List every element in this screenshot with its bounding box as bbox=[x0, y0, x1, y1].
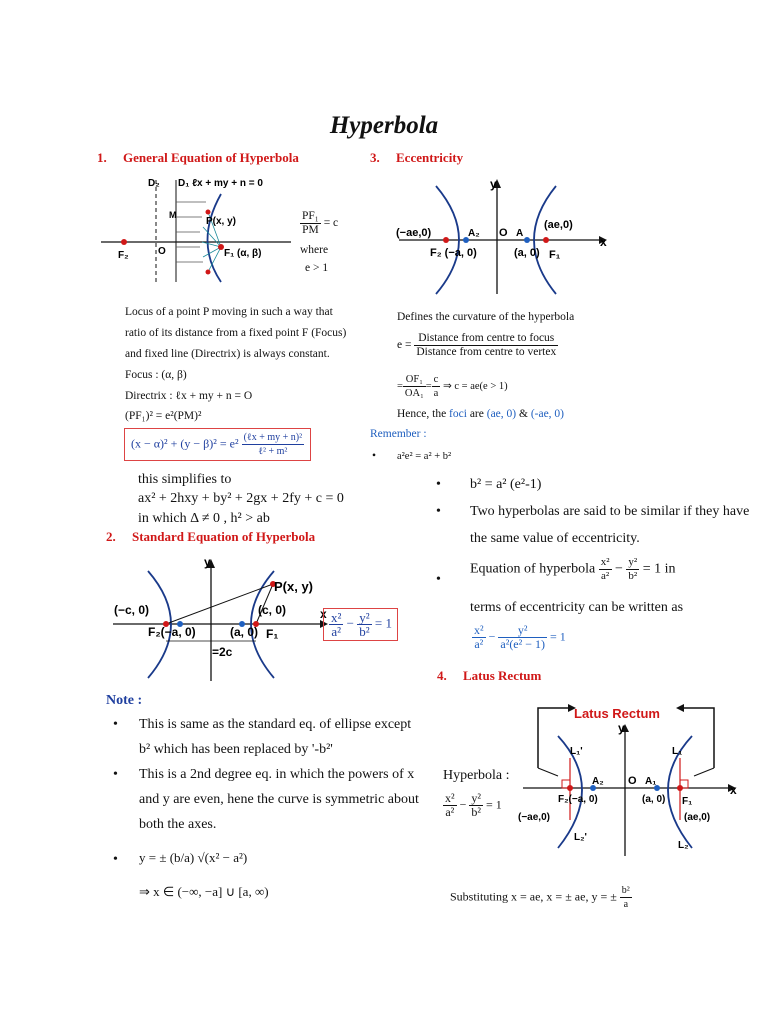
minus-c-label: (−c, 0) bbox=[114, 603, 150, 617]
p-label: P(x, y) bbox=[206, 216, 237, 227]
a-vertex-label: (a, 0) bbox=[514, 247, 540, 259]
x-axis-label: x bbox=[730, 783, 737, 797]
l1-prime-label: L₁' bbox=[570, 746, 583, 757]
e-denominator: Distance from centre to vertex bbox=[416, 346, 557, 358]
ratio-formula bbox=[300, 210, 338, 237]
remember-3a: Two hyperbolas are said to be similar if they have bbox=[470, 504, 750, 519]
rem4-y2: y² bbox=[628, 556, 638, 568]
hence-amp: & bbox=[518, 408, 528, 420]
a1-label: A bbox=[516, 228, 524, 239]
rem4-x2: x² bbox=[600, 556, 610, 568]
x-domain: ⇒ x ∈ (−∞, −a] ∪ [a, ∞) bbox=[139, 884, 269, 899]
box-lhs: (x − α)² + (y − β)² = e² bbox=[131, 436, 239, 451]
general-hyperbola-figure bbox=[96, 172, 296, 290]
e-equals: e = bbox=[397, 339, 412, 352]
note-2c: both the axes. bbox=[139, 817, 217, 832]
locus-line-1: Locus of a point P moving in such a way that bbox=[125, 306, 333, 318]
box-y2: y² bbox=[359, 610, 370, 625]
latus-hyperbola-equation: $\frac{\text{x²}}{\text{a²}}$ − $\frac{\text{y²}}{\text{b²}}$ = 1 bbox=[445, 791, 502, 819]
of-numerator: OF₁ bbox=[403, 373, 426, 387]
ratio-rhs: = c bbox=[323, 217, 339, 230]
remember-1: a²e² = a² + b² bbox=[397, 451, 452, 462]
note-2b: and y are even, hene the curve is symmetric about bbox=[139, 792, 419, 807]
of-ratio-formula: = $\frac{\text{OF₁}}{\text{OA₁}}$ = $\frac{c}{a}$ ⇒ c = ae(e > 1) bbox=[397, 374, 508, 399]
origin-label: O bbox=[499, 227, 508, 239]
a-vertex-label: (a, 0) bbox=[642, 794, 666, 805]
remember-4: Equation of hyperbola $\frac{\text{x²}}{\text{a²}}$ − $\frac{\text{y²}}{\text{b²}}$ = 1 in bbox=[470, 556, 676, 582]
eccentricity-form-equation: $\frac{\text{x²}}{\text{a²}}$ − $\frac{\text{y²}}{\text{a²(e² − 1)}}$ = 1 bbox=[474, 623, 566, 651]
section-4-heading bbox=[437, 668, 541, 684]
hence-pre: Hence, the bbox=[397, 408, 447, 420]
m-label: M bbox=[169, 210, 177, 220]
lr-x2: x² bbox=[445, 791, 455, 805]
page-title: Hyperbola bbox=[329, 112, 439, 139]
f1-label: F₁ bbox=[549, 249, 561, 261]
ratio-denominator: PM bbox=[302, 224, 319, 236]
f1-label: F₁ bbox=[682, 796, 693, 807]
defines-text: Defines the curvature of the hyperbola bbox=[397, 311, 575, 323]
hence-foci: foci bbox=[449, 408, 467, 420]
rem4-b2: b² bbox=[628, 570, 638, 582]
hence-point-2: (-ae, 0) bbox=[530, 408, 565, 420]
box-rhs: = 1 bbox=[374, 615, 392, 631]
remember-label: Remember : bbox=[370, 428, 427, 440]
eccentricity-formula bbox=[397, 332, 558, 359]
f2-label: F₂(−a, 0) bbox=[558, 794, 598, 805]
locus-line-2: ratio of its distance from a fixed point F (Focus) bbox=[125, 327, 347, 339]
bullet-icon: • bbox=[372, 450, 377, 462]
remember-3b: the same value of eccentricity. bbox=[470, 531, 640, 546]
bullet-icon: • bbox=[113, 767, 118, 782]
y-axis-label: y bbox=[618, 721, 625, 735]
a2-label: A₂ bbox=[468, 228, 480, 239]
box-x2: x² bbox=[331, 610, 342, 625]
ecc-rhs: = 1 bbox=[550, 629, 566, 644]
rem4-a2: a² bbox=[601, 570, 610, 582]
condition-label: e > 1 bbox=[305, 262, 329, 274]
box-numerator: (ℓx + my + n)² bbox=[243, 432, 303, 443]
note-2a: This is a 2nd degree eq. in which the powers of x bbox=[139, 767, 415, 782]
section-number: 1. bbox=[97, 150, 107, 165]
x-axis-label: x bbox=[320, 607, 327, 621]
remember-4b: terms of eccentricity can be written as bbox=[470, 600, 684, 615]
directrix-line: Directrix : ℓx + my + n = O bbox=[125, 390, 253, 402]
note-1b: b² which has been replaced by '-b²' bbox=[139, 742, 333, 757]
f2-label: F₂(−a, 0) bbox=[148, 625, 196, 639]
origin-label: O bbox=[158, 246, 166, 257]
point-p-label: P(x, y) bbox=[274, 579, 314, 594]
remember-2: b² = a² (e²-1) bbox=[470, 477, 542, 492]
ratio-numerator: PF₁ bbox=[302, 210, 319, 222]
y-axis-label: y bbox=[204, 556, 211, 569]
subs-numerator: b² bbox=[621, 885, 630, 896]
e-numerator: Distance from centre to focus bbox=[414, 332, 558, 346]
bullet-icon: • bbox=[436, 572, 441, 587]
section-title: General Equation of Hyperbola bbox=[123, 150, 299, 165]
section-title: Standard Equation of Hyperbola bbox=[132, 529, 316, 544]
general-equation-box bbox=[124, 428, 311, 461]
y-axis-label: y bbox=[490, 177, 497, 191]
simplifies-label: this simplifies to bbox=[138, 472, 232, 487]
minus-ae-label: (−ae,0) bbox=[518, 812, 550, 823]
a-vertex-label: (a, 0) bbox=[230, 625, 259, 639]
note-list bbox=[113, 712, 429, 837]
hyperbola-label: Hyperbola : bbox=[443, 768, 510, 783]
note-1a: This is same as the standard eq. of ellipse except bbox=[139, 717, 412, 732]
of-denominator: OA₁ bbox=[404, 388, 424, 399]
c-numerator: c bbox=[433, 374, 439, 385]
a2-label: A₂ bbox=[592, 776, 604, 787]
bullet-icon: • bbox=[113, 852, 118, 867]
box-a2: a² bbox=[331, 624, 342, 639]
l2-label: L₂ bbox=[678, 840, 689, 851]
origin-label: O bbox=[628, 775, 637, 787]
y-formula: y = ± (b/a) √(x² − a²) bbox=[139, 850, 248, 865]
c-denominator: a bbox=[433, 388, 439, 399]
note-heading: Note : bbox=[106, 693, 143, 708]
ae-label: (ae,0) bbox=[684, 812, 711, 823]
l2-prime-label: L₂' bbox=[574, 832, 587, 843]
d1-label: D₁ ℓx + my + n = 0 bbox=[178, 178, 263, 189]
hence-are: are bbox=[469, 408, 484, 420]
box-denominator: ℓ² + m² bbox=[258, 446, 288, 457]
section-title: Latus Rectum bbox=[463, 668, 542, 683]
rem4-rhs: = 1 in bbox=[642, 561, 676, 577]
section-title: Eccentricity bbox=[396, 150, 464, 165]
l1-label: L₁ bbox=[672, 746, 683, 757]
bullet-icon: • bbox=[436, 477, 441, 492]
section-number: 2. bbox=[106, 529, 116, 544]
ecc-y2: y² bbox=[498, 624, 547, 638]
latus-rectum-figure bbox=[518, 698, 758, 860]
lr-a2: a² bbox=[445, 805, 455, 819]
hence-point-1: (ae, 0) bbox=[486, 408, 517, 420]
eccentricity-figure bbox=[394, 176, 614, 296]
standard-equation-box: $\frac{\text{x²}}{\text{a²}}$ − $\frac{\text{y²}}{\text{b²}}$ = 1 bbox=[323, 608, 398, 641]
locus-line-3: and fixed line (Directrix) is always constant. bbox=[125, 348, 330, 360]
latus-rectum-label: Latus Rectum bbox=[574, 706, 660, 721]
condition-text: in which Δ ≠ 0 , h² > ab bbox=[138, 511, 270, 526]
standard-hyperbola-figure bbox=[108, 556, 330, 684]
focus-line: Focus : (α, β) bbox=[125, 369, 187, 381]
remember-4a: Equation of hyperbola bbox=[470, 561, 596, 577]
section-2-heading bbox=[106, 529, 315, 545]
subs-denominator: a bbox=[623, 899, 629, 910]
of-rest: ⇒ c = ae(e > 1) bbox=[442, 380, 508, 392]
pf-equation: (PF₁)² = e²(PM)² bbox=[125, 410, 202, 422]
two-c-label: =2c bbox=[212, 645, 233, 659]
substitution-text: Substituting x = ae, x = ± ae, y = ± bbox=[450, 889, 617, 904]
section-3-heading bbox=[370, 150, 463, 166]
d2-label: D₂ bbox=[148, 178, 160, 189]
f2-label: F₂ bbox=[118, 250, 129, 261]
ae-label: (ae,0) bbox=[544, 219, 573, 231]
bullet-icon: • bbox=[436, 504, 441, 519]
lr-b2: b² bbox=[471, 805, 481, 819]
f1-label: F₁ (α, β) bbox=[224, 248, 262, 259]
minus-ae-label: (−ae,0) bbox=[396, 227, 432, 239]
where-label: where bbox=[300, 244, 329, 256]
hence-line bbox=[397, 404, 564, 425]
plus-c-label: (c, 0) bbox=[258, 603, 287, 617]
section-number: 3. bbox=[370, 150, 380, 165]
substitution-line bbox=[450, 884, 632, 911]
box-b2: b² bbox=[359, 624, 370, 639]
ecc-a2: a² bbox=[474, 637, 484, 651]
a1-label: A₁ bbox=[645, 776, 657, 787]
lr-y2: y² bbox=[471, 791, 481, 805]
second-degree-equation: ax² + 2hxy + by² + 2gx + 2fy + c = 0 bbox=[138, 491, 344, 506]
section-1-heading bbox=[97, 150, 299, 166]
bullet-icon: • bbox=[113, 717, 118, 732]
f2-label: F₂ (−a, 0) bbox=[430, 247, 477, 259]
ecc-x2: x² bbox=[474, 623, 484, 637]
lr-rhs: = 1 bbox=[486, 797, 502, 812]
f1-label: F₁ bbox=[266, 627, 279, 641]
section-number: 4. bbox=[437, 668, 447, 683]
x-axis-label: x bbox=[600, 235, 607, 249]
ecc-denominator: a²(e² − 1) bbox=[500, 637, 545, 651]
